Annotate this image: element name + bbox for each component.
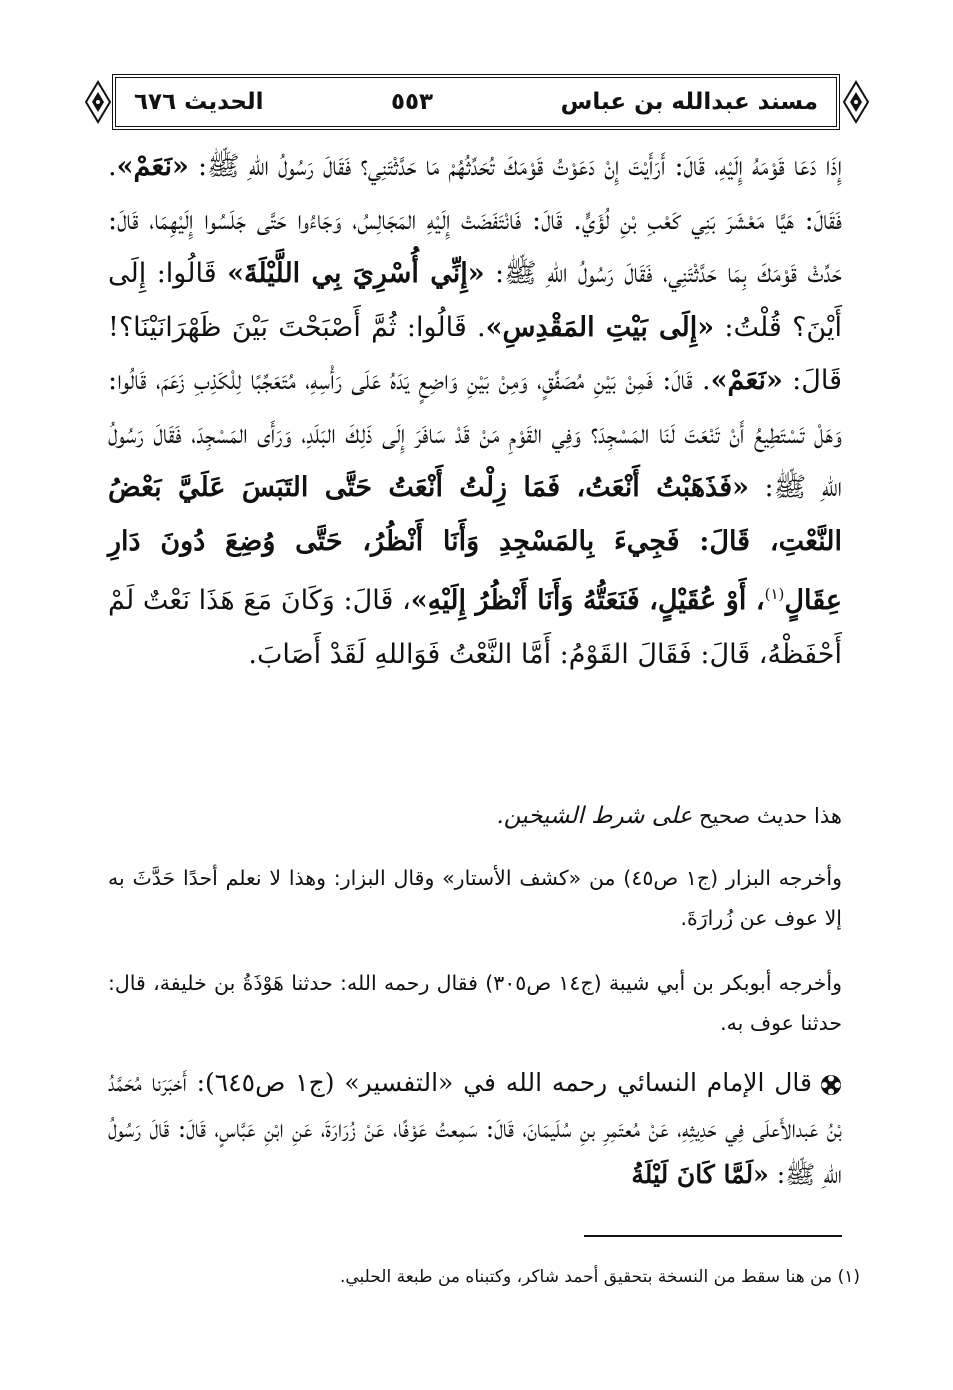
next-hadith bbox=[108, 1060, 842, 1198]
text-run: ، قَالَ: وَكَانَ مَعَ هَذَا نَعْتٌ لَمْ أَحْفَظْهُ، قَالَ: فَقَالَ القَوْمُ: أَمَّا النَّعْتُ فَوَاللهِ لَقَدْ أَصَابَ. bbox=[108, 585, 842, 670]
hadith-text bbox=[108, 140, 842, 681]
text-run: إِذَا دَعَا قَوْمَهُ إِلَيْهِ، قَالَ: أَرَأَيْتَ إِنْ دَعَوْتُ قَوْمَكَ تُحَدِّثُهُمْ مَا حَدَّثْتَنِي؟ فَقَالَ رَسُولُ اللهِ ﷺ: bbox=[188, 151, 842, 182]
prophet-quote: «نَعَمْ» bbox=[710, 365, 783, 396]
text-run: . قَالُوا: ثُمَّ أَصْبَحْتَ بَيْنَ ظَهْرَانَيْنَا؟! قَالَ: bbox=[108, 311, 842, 396]
prophet-quote: «فَذَهَبْتُ أَنْعَتُ، فَمَا زِلْتُ أَنْعَتُ حَتَّى التَبَسَ عَلَيَّ بَعْضُ النَّعْتِ، قَالَ: فَجِيءَ بِالمَسْجِدِ وَأَنَا أَنْظُرُ، حَتَّى وُضِعَ دُونَ دَارِ عِقَالٍ bbox=[108, 472, 842, 616]
isnad-text: قال الإمام النسائي رحمه الله في «التفسير» (ج١ ص٦٤٥): أَخبَرَنا مُحَمَّدُ بْنُ عَبدالأَعلَى فِي حَدِيثِهِ، عَنْ مُعتَمِرِ بنِ سُلَيمَانَ، قَالَ: سَمِعتُ عَوْفًا، عَنْ زُرَارَةَ، عَنِ ابْنِ عَبَّاسٍ، قَالَ: قَالَ رَسُولُ اللهِ ﷺ: bbox=[108, 1068, 842, 1189]
prophet-quote: «لَمَّا كَانَ لَيْلَةُ bbox=[631, 1160, 769, 1189]
text-run: . فَقَالَ: هَيَّا مَعْشَرَ بَنِي كَعْبِ بْنِ لُؤَيٍّ. قَالَ: فَانْتَفَضَتْ إِلَيْهِ المَجَالِسُ، وَجَاءُوا حَتَّى جَلَسُوا إِلَيْهِمَا، قَالَ: حَدِّثْ قَوْمَكَ بِمَا حَدَّثْتَنِي، فَقَالَ رَسُولُ اللهِ ﷺ: bbox=[108, 151, 842, 289]
takhrij-paragraph-1: وأخرجه البزار (ج١ ص٤٥) من «كشف الأستار» وقال البزار: وهذا لا نعلم أحدًا حَدَّثَ به إلا عوف عن زُرارَةَ. bbox=[108, 866, 842, 930]
text-run: . قَالَ: فَمِنْ بَيْنِ مُصَفِّقٍ، وَمِنْ بَيْنِ وَاضِعٍ يَدَهُ عَلَى رَأْسِهِ، مُتَعَجِّبًا لِلْكَذِبِ زَعَمَ، قَالُوا: وَهَلْ تَسْتَطِيعُ أَنْ تَنْعَتَ لَنَا المَسْجِدَ؟ وَفِي القَوْمِ مَنْ قَدْ سَافَرَ إِلَى ذَلِكَ البَلَدِ، وَرَأَى المَسْجِدَ، فَقَالَ رَسُولُ اللهِ ﷺ: bbox=[108, 365, 842, 503]
prophet-quote: «إِنِّي أُسْرِيَ بِي اللَّيْلَةَ» bbox=[227, 258, 485, 289]
footnote-marker: (١) bbox=[764, 585, 785, 603]
prophet-quote: «إِلَى بَيْتِ المَقْدِسِ» bbox=[485, 311, 715, 343]
ornament-left-icon bbox=[84, 78, 112, 126]
footnote-text: من هنا سقط من النسخة بتحقيق أحمد شاكر، وكتبناه من طبعة الحلبي. bbox=[339, 1267, 833, 1287]
takhrij-paragraph-2: وأخرجه أبوبكر بن أبي شيبة (ج١٤ ص٣٠٥) فقال رحمه الله: حدثنا هَوْذَةُ بن خليفة، قال: حدثنا عوف به. bbox=[108, 971, 842, 1035]
hadith-grade bbox=[108, 796, 842, 836]
hadith-reference: الحديث ٦٧٦ bbox=[134, 89, 264, 115]
flower-bullet-icon bbox=[820, 1074, 842, 1096]
prophet-quote: «نَعَمْ» bbox=[116, 151, 189, 182]
grade-condition: على شرط الشيخين. bbox=[496, 803, 693, 829]
ornament-right-icon bbox=[842, 78, 870, 126]
grade-label: هذا حديث صحيح bbox=[698, 804, 842, 828]
prophet-quote: ، أَوْ عُقَيْلٍ، فَنَعَتُّهُ وَأَنَا أَنْظُرُ إِلَيْهِ» bbox=[410, 585, 765, 616]
footnote-separator bbox=[584, 1235, 842, 1237]
footnote bbox=[200, 1264, 860, 1290]
running-header bbox=[112, 74, 840, 130]
text-run: قَالُوا: إِلَى أَيْنَ؟ قُلْتُ: bbox=[108, 258, 842, 343]
book-title: مسند عبدالله بن عباس bbox=[560, 89, 818, 115]
hadith-paragraph bbox=[108, 140, 842, 681]
page-number: ٥٥٣ bbox=[390, 89, 434, 115]
footnote-number: (١) bbox=[837, 1267, 860, 1287]
